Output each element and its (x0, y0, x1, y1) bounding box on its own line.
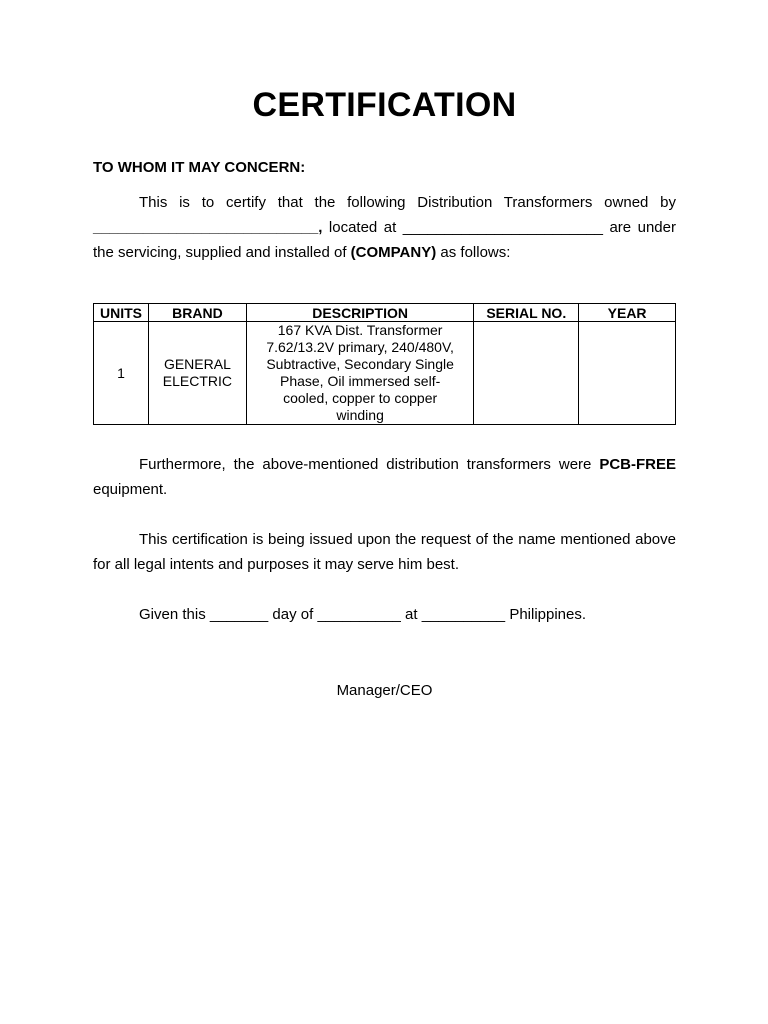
header-units: UNITS (94, 304, 149, 322)
header-brand: BRAND (148, 304, 246, 322)
signatory-title: Manager/CEO (336, 682, 433, 699)
given-line: Given this _______ day of __________ at __________ Philippines. (139, 606, 587, 623)
header-year: YEAR (579, 304, 676, 322)
intro-text-3: as follows: (436, 244, 511, 261)
table-header-row (94, 304, 676, 322)
transformer-table (93, 303, 676, 425)
header-serial-no: SERIAL NO. (474, 304, 579, 322)
pcb-free-paragraph (93, 452, 676, 502)
intro-text-1: This is to certify that the following Distribution Transformers owned by (139, 194, 676, 211)
company-placeholder: (COMPANY) (350, 244, 437, 261)
cell-serial-no (474, 322, 579, 425)
cell-brand: GENERAL ELECTRIC (148, 322, 246, 425)
pcb-free-label: PCB-FREE (599, 456, 676, 473)
cell-units: 1 (94, 322, 149, 425)
intro-text-2: located at ________________________ are under the servicing, supplied and installed of (93, 219, 676, 261)
issuance-paragraph: This certification is being issued upon the request of the name mentioned above for all legal intents and purposes it may serve him best. (93, 531, 676, 573)
document-title: CERTIFICATION (252, 86, 517, 124)
table-row (94, 322, 676, 425)
salutation: TO WHOM IT MAY CONCERN: (93, 159, 306, 176)
cell-year (579, 322, 676, 425)
header-description: DESCRIPTION (246, 304, 474, 322)
owner-blank: ___________________________, (93, 219, 323, 236)
intro-paragraph (93, 190, 676, 265)
pcb-text-2: equipment. (93, 481, 168, 498)
pcb-text-1: Furthermore, the above-mentioned distribution transformers were (139, 456, 600, 473)
cell-description: 167 KVA Dist. Transformer 7.62/13.2V primary, 240/480V, Subtractive, Secondary Single Phase, Oil immersed self- cooled, copper to copper winding (246, 322, 474, 425)
